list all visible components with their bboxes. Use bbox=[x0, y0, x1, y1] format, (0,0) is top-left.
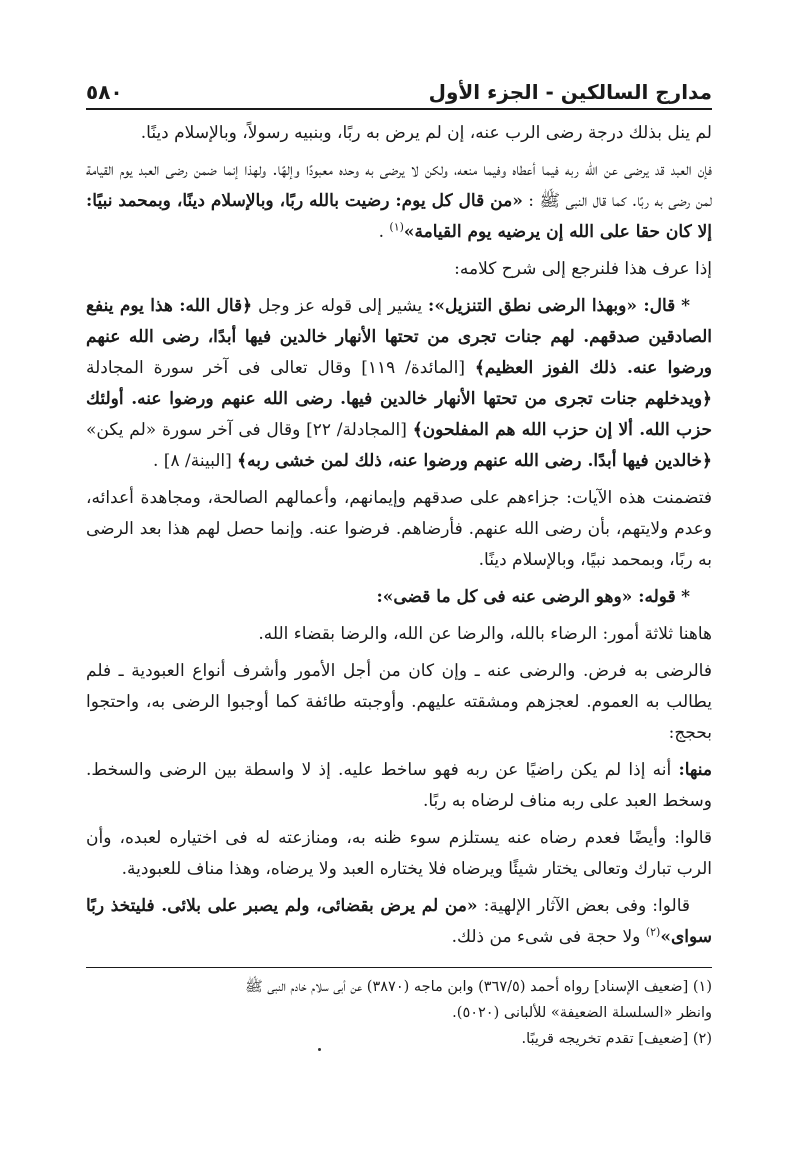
paragraph-11-text-a: قالوا: وفى بعض الآثار الإلهية: bbox=[477, 896, 691, 916]
quran-verse-2: ﴿ويدخلهم جنات تجرى من تحتها الأنهار خالدين فيها. رضى الله عنهم ورضوا عنه. أولئك حزب الله. ألا إن حزب الله هم المفلحون﴾ bbox=[86, 389, 712, 440]
paragraph-4-text-a: يشير إلى قوله عز وجل bbox=[252, 296, 429, 316]
paragraph-9-text: أنه إذا لم يكن راضيًا عن ربه فهو ساخط عليه. إذ لا واسطة بين الرضى والسخط. وسخط العبد على ربه مناف لرضاه به ربًا. bbox=[86, 760, 712, 811]
page-speck bbox=[318, 1048, 321, 1051]
footnote-1-line-1: (١) [ضعيف الإسناد] رواه أحمد (٣٦٧/٥) وابن ماجه (٣٨٧٠) عن أبى سلام خادم النبى ﷺ bbox=[245, 979, 712, 995]
footnote-2: (٢) [ضعيف] تقدم تخريجه قريبًا. bbox=[521, 1031, 712, 1047]
paragraph-4-text-c: وقال فى آخر سورة «لم يكن» bbox=[86, 420, 301, 440]
paragraph-3: إذا عرف هذا فلنرجع إلى شرح كلامه: bbox=[454, 259, 712, 279]
paragraph-6 bbox=[86, 582, 712, 613]
footnote-1-line-2: وانظر «السلسلة الضعيفة» للألبانى (٥٠٢٠). bbox=[452, 1005, 712, 1021]
paragraph-8: فالرضى به فرض. والرضى عنه ـ وإن كان من أجل الأمور وأشرف أنواع العبودية ـ فلم يطالب به العموم. لعجزهم ومشقته عليهم. وأوجبته طائفة كما أوجبوا الرضى به، واحتجوا بحجج: bbox=[86, 661, 712, 743]
quote-intro-2: قوله: «وهو الرضى عنه فى كل ما قضى»: bbox=[376, 587, 676, 607]
bullet-star-2: * bbox=[681, 587, 690, 607]
running-title: مدارج السالكين - الجزء الأول bbox=[428, 80, 712, 104]
paragraph-2-text: فإن العبد قد يرضى عن الله ربه فيما أعطاه وفيما منعه، ولكن لا يرضى به وحده معبودًا وإلهًا. ولهذا إنما ضمن رضى العبد يوم القيامة لمن رضى به ربًا. كما قال النبى ﷺ : bbox=[86, 160, 713, 211]
paragraph-11-text-b: ولا حجة فى شىء من ذلك. bbox=[451, 927, 646, 947]
paragraph-10: قالوا: وأيضًا فعدم رضاه عنه يستلزم سوء ظنه به، ومنازعته له فى اختياره لعبده، وأن الرب تبارك وتعالى يختار شيئًا ويرضاه فلا يختاره العبد ولا يرضاه، وهذا مناف للعبودية. bbox=[86, 828, 712, 879]
paragraph-9-lead: منها: bbox=[678, 760, 712, 780]
running-header bbox=[86, 74, 712, 104]
paragraph-7: هاهنا ثلاثة أمور: الرضاء بالله، والرضا عن الله، والرضا بقضاء الله. bbox=[258, 624, 712, 644]
page-number: ٥٨٠ bbox=[86, 80, 123, 104]
paragraph-4-text-b: وقال تعالى فى آخر سورة المجادلة bbox=[86, 358, 352, 378]
verse-ref-3: [البينة/ ٨] . bbox=[153, 451, 238, 471]
hadith-quote-1: «من قال كل يوم: رضيت بالله ربًا، وبالإسلام دينًا، وبمحمد نبيًا: إلا كان حقا على الله إن يرضيه يوم القيامة» bbox=[86, 191, 712, 242]
footnote-ref-1: (١) bbox=[389, 220, 404, 234]
quran-verse-1: ﴿قال الله: هذا يوم ينفع الصادقين صدقهم. لهم جنات تجرى من تحتها الأنهار خالدين فيها أبدًا، رضى الله عنهم ورضوا عنه. ذلك الفوز العظيم﴾ bbox=[86, 296, 712, 378]
verse-ref-2: [المجادلة/ ٢٢] bbox=[300, 420, 413, 440]
quote-intro-1: قال: «وبهذا الرضى نطق التنزيل»: bbox=[428, 296, 676, 316]
paragraph-5: فتضمنت هذه الآيات: جزاءهم على صدقهم وإيمانهم، وأعمالهم الصالحة، ومجاهدة أعدائه، وعدم ولايتهم، بأن رضى الله عنهم. فأرضاهم. فرضوا عنه. وإنما حصل لهم هذا بعد الرضى به ربًا، وبمحمد نبيًا، وبالإسلام دينًا. bbox=[86, 488, 712, 570]
book-page bbox=[86, 74, 712, 1052]
paragraph-4 bbox=[86, 291, 712, 477]
bullet-star-1: * bbox=[681, 296, 691, 316]
quran-verse-3: ﴿خالدين فيها أبدًا. رضى الله عنهم ورضوا عنه، ذلك لمن خشى ربه﴾ bbox=[237, 451, 712, 471]
paragraph-1: لم ينل بذلك درجة رضى الرب عنه، إن لم يرض به ربًا، وبنبيه رسولاً، وبالإسلام دينًا. bbox=[140, 123, 712, 143]
athar-quote: «من لم يرض بقضائى، ولم يصبر على بلائى. فليتخذ ربًا سواى» bbox=[86, 896, 712, 947]
footnote-ref-2: (٢) bbox=[645, 925, 661, 939]
header-rule bbox=[86, 108, 712, 110]
footnote-rule bbox=[86, 967, 712, 968]
paragraph-11 bbox=[86, 891, 712, 953]
paragraph-2: فإن العبد قد يرضى عن الله ربه فيما أعطاه وفيما منعه، ولكن لا يرضى به وحده معبودًا وإلهًا. ولهذا إنما ضمن رضى العبد يوم القيامة لمن رضى به ربًا. كما قال النبى ﷺ : «من قال كل يوم: رضيت بالله ربًا، وبالإسلام دينًا، وبمحمد نبيًا: إلا كان حقا على الله إن يرضيه يوم القيامة»$^{(١)}$ . bbox=[86, 160, 713, 242]
verse-ref-1: [المائدة/ ١١٩] bbox=[351, 358, 475, 378]
paragraph-9 bbox=[86, 755, 712, 817]
